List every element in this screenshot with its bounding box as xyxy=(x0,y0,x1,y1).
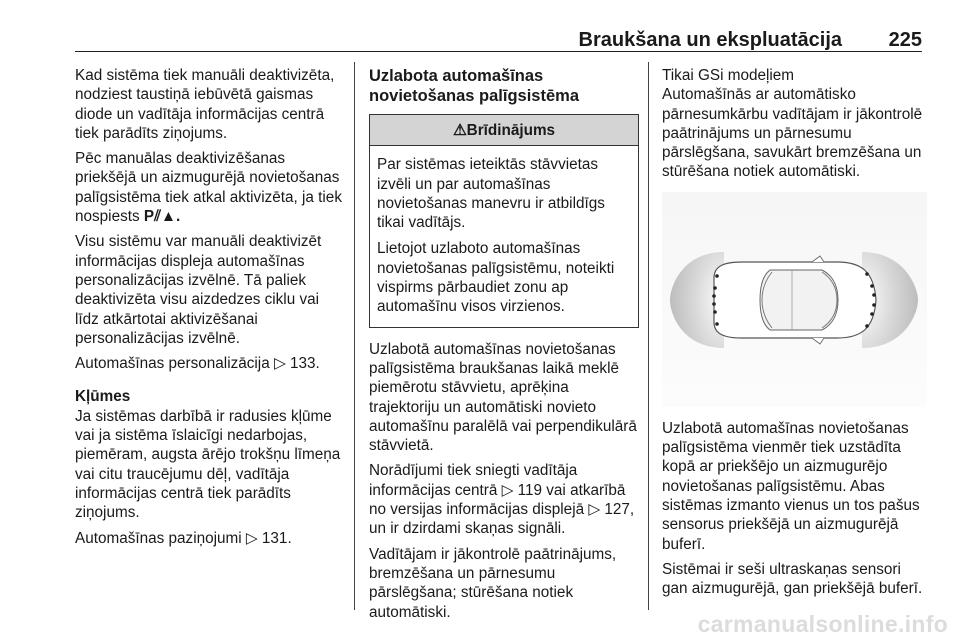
warning-title: ⚠Brīdinājums xyxy=(370,115,638,146)
cross-reference: Automašīnas paziņojumi ▷ 131. xyxy=(75,529,292,547)
paragraph: Visu sistēmu var manuāli deaktivizēt informācijas displeja automašīnas personalizācijas izvēlnē. Tā paliek deaktivizēta visu aizdedzes ciklu vai līdz atkārtotai aktivizēšanai personalizācijas izvēlnē. xyxy=(75,233,322,347)
car-sensor-illustration xyxy=(662,192,927,407)
paragraph: Vadītājam ir jākontrolē paātrinājums, bremzēšana un pārnesumu pārslēgšana; stūrēšana notiek automātiski. xyxy=(369,545,617,621)
paragraph: Kad sistēma tiek manuāli deaktivizēta, nodziest taustiņā iebūvētā gaismas diode un vadītāja informācijas centrā tiek parādīts ziņojums. xyxy=(75,67,335,142)
section-title: Uzlabota automašīnas novietošanas palīgsistēma xyxy=(369,67,579,105)
paragraph xyxy=(75,149,345,226)
page-title: Braukšana un ekspluatācija xyxy=(578,29,842,51)
section-heading: Kļūmes xyxy=(75,388,131,406)
column-2 xyxy=(369,66,639,628)
paragraph: Uzlabotā automašīnas novietošanas palīgsistēma vienmēr tiek uzstādīta kopā ar priekšējo un aizmugurējo novietošanas palīgsistēmu. Abas sistēmas izmanto vienus un tos pašus sensorus priekšējā un aizmugurējā buferī. xyxy=(662,419,920,553)
column-divider xyxy=(648,62,649,610)
paragraph: Ja sistēmas darbībā ir radusies kļūme vai ja sistēma īslaicīgi nedarbojas, piemēram, augsta ārējo trokšņu līmeņa vai citu traucējumu dēļ, vadītāja informācijas centrā tiek parādīts ziņojums. xyxy=(75,407,341,522)
warning-box xyxy=(369,114,639,328)
watermark: carmanualsonline.info xyxy=(697,611,948,637)
page-header xyxy=(75,27,922,52)
warning-paragraph: Lietojot uzlaboto automašīnas novietošanas palīgsistēmu, noteikti vispirms pārbaudiet zonu ap automašīnu visos virzienos. xyxy=(377,240,615,316)
sensor-coverage-figure xyxy=(662,192,927,407)
column-divider xyxy=(354,62,355,610)
car-icon xyxy=(714,256,876,344)
page-number: 225 xyxy=(888,29,922,51)
paragraph: Sistēmai ir seši ultraskaņas sensori gan aizmugurējā, gan priekšējā buferī. xyxy=(662,560,923,598)
section-heading: Tikai GSi modeļiem xyxy=(662,67,795,84)
park-assist-button-icon: P⫽▲. xyxy=(143,208,181,226)
paragraph: Uzlabotā automašīnas novietošanas palīgsistēma braukšanas laikā meklē piemērotu stāvvietu, aprēķina trajektoriju un automātiski novieto automašīnu paralēlā vai perpendikulārā stāvvietā. xyxy=(369,340,637,455)
paragraph: Norādījumi tiek sniegti vadītāja informācijas centrā ▷ 119 vai atkarībā no versijas informācijas displejā ▷ 127, un ir dzirdami skaņas signāli. xyxy=(369,462,635,538)
column-1 xyxy=(75,66,345,554)
paragraph: Automašīnās ar automātisko pārnesumkārbu vadītājam ir jākontrolē paātrinājums un pārnesumu pārslēgšana, savukārt bremzēšana un stūrēšana notiek automātiski. xyxy=(662,86,923,181)
warning-paragraph: Par sistēmas ieteiktās stāvvietas izvēli un par automašīnas novietošanas manevru ir atbildīgs tikai vadītājs. xyxy=(377,156,605,232)
column-3 xyxy=(662,66,927,604)
warning-body xyxy=(370,146,638,326)
cross-reference: Automašīnas personalizācija ▷ 133. xyxy=(75,355,320,373)
paragraph-text: Pēc manuālas deaktivizēšanas priekšējā un aizmugurējā novietošanas palīgsistēma tiek atkal aktivizēta, ja tiek nospiests xyxy=(75,150,342,226)
